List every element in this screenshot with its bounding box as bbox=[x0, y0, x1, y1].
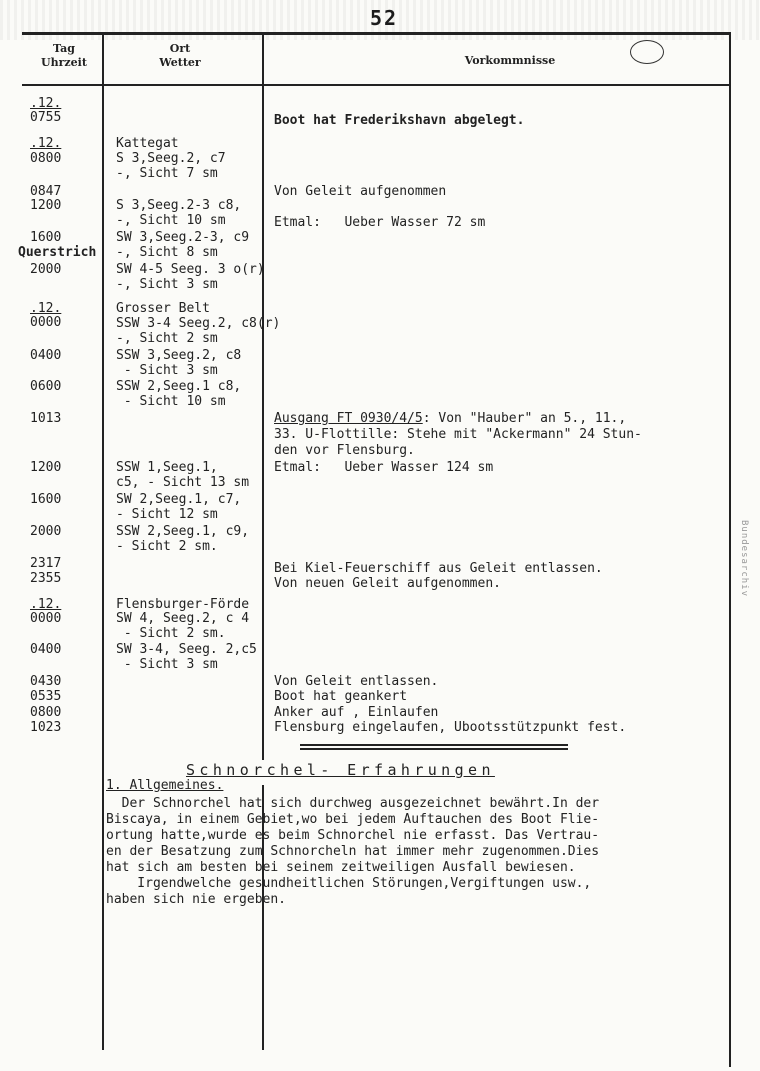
event-entry: Von neuen Geleit aufgenommen. bbox=[274, 576, 501, 591]
header-ort: Ort bbox=[169, 42, 191, 55]
header-tag: Tag bbox=[53, 42, 75, 55]
event-entry: Von Geleit aufgenommen bbox=[274, 184, 447, 199]
event-entry: Von Geleit entlassen. bbox=[274, 674, 439, 689]
time-entry: 0847 bbox=[30, 184, 62, 199]
event-entry: Anker auf , Einlaufen bbox=[274, 705, 439, 720]
date-entry: .12. bbox=[30, 301, 62, 316]
header-uhrzeit: Uhrzeit bbox=[41, 56, 87, 69]
time-entry: 2000 bbox=[30, 262, 62, 277]
weather-entry: S 3,Seeg.2-3 c8, bbox=[116, 198, 242, 213]
body-line: Biscaya, in einem Gebiet,wo bei jedem Auftauchen des Boot Flie- bbox=[106, 812, 600, 827]
weather-entry: SSW 2,Seeg.1 c8, bbox=[116, 379, 242, 394]
time-entry: 0000 bbox=[30, 315, 62, 330]
time-entry: 1013 bbox=[30, 411, 62, 426]
weather-entry: - Sicht 3 sm bbox=[116, 363, 218, 378]
weather-entry: c5, - Sicht 13 sm bbox=[116, 475, 250, 490]
time-entry: 1600 bbox=[30, 492, 62, 507]
right-border bbox=[729, 32, 731, 1067]
body-line: hat sich am besten bei seinem zeitweiligen Ausfall bewiesen. bbox=[106, 860, 576, 875]
time-entry: 1600 bbox=[30, 230, 62, 245]
time-entry: 0800 bbox=[30, 151, 62, 166]
date-entry: .12. bbox=[30, 96, 62, 111]
body-line: ortung hatte,wurde es beim Schnorchel nie erfasst. Das Vertrau- bbox=[106, 828, 600, 843]
header-events: Vorkommnisse bbox=[464, 54, 556, 67]
hand-drawn-circle-mark bbox=[630, 40, 664, 64]
event-entry: Etmal: Ueber Wasser 72 sm bbox=[274, 215, 486, 230]
time-entry: 0755 bbox=[30, 110, 62, 125]
header-wetter: Wetter bbox=[159, 56, 201, 69]
time-entry: 0000 bbox=[30, 611, 62, 626]
radio-message-ref: Ausgang FT 0930/4/5 bbox=[274, 411, 423, 426]
date-entry: .12. bbox=[30, 597, 62, 612]
time-entry: 0400 bbox=[30, 348, 62, 363]
place-entry: Flensburger-Förde bbox=[116, 597, 250, 612]
header-top-rule bbox=[22, 32, 730, 35]
weather-entry: SW 4-5 Seeg. 3 o(r) bbox=[116, 262, 265, 277]
column-divider-2 bbox=[262, 32, 264, 760]
weather-entry: SSW 1,Seeg.1, bbox=[116, 460, 218, 475]
section-title: Schnorchel- Erfahrungen bbox=[186, 761, 495, 779]
radio-message-text: : Von "Hauber" an 5., 11., bbox=[422, 411, 627, 426]
weather-entry: -, Sicht 7 sm bbox=[116, 166, 218, 181]
weather-entry: -, Sicht 3 sm bbox=[116, 277, 218, 292]
time-entry: 2355 bbox=[30, 571, 62, 586]
date-entry: .12. bbox=[30, 136, 62, 151]
time-entry: 0430 bbox=[30, 674, 62, 689]
body-line: Irgendwelche gesundheitlichen Störungen,Vergiftungen usw., bbox=[106, 876, 592, 891]
weather-entry: S 3,Seeg.2, c7 bbox=[116, 151, 226, 166]
time-entry: 1023 bbox=[30, 720, 62, 735]
event-entry: Etmal: Ueber Wasser 124 sm bbox=[274, 460, 494, 475]
section-divider-rule bbox=[300, 748, 568, 750]
column-divider-1 bbox=[102, 32, 104, 1050]
event-entry: Bei Kiel-Feuerschiff aus Geleit entlassen. bbox=[274, 561, 603, 576]
weather-entry: - Sicht 12 sm bbox=[116, 507, 218, 522]
time-entry: 2317 bbox=[30, 556, 62, 571]
page-number: 52 bbox=[370, 6, 399, 30]
weather-entry: SSW 2,Seeg.1, c9, bbox=[116, 524, 250, 539]
weather-entry: - Sicht 3 sm bbox=[116, 657, 218, 672]
weather-entry: SSW 3-4 Seeg.2, c8(r) bbox=[116, 316, 281, 331]
weather-entry: -, Sicht 2 sm bbox=[116, 331, 218, 346]
event-entry bbox=[274, 411, 626, 426]
event-entry: Boot hat geankert bbox=[274, 689, 408, 704]
time-entry: 0600 bbox=[30, 379, 62, 394]
weather-entry: -, Sicht 8 sm bbox=[116, 245, 218, 260]
subsection-heading: 1. Allgemeines. bbox=[106, 778, 224, 793]
time-entry: 0400 bbox=[30, 642, 62, 657]
header-bottom-rule bbox=[22, 84, 730, 86]
time-entry: 1200 bbox=[30, 198, 62, 213]
struck-entry: Querstrich bbox=[18, 245, 97, 260]
weather-entry: SSW 3,Seeg.2, c8 bbox=[116, 348, 242, 363]
weather-entry: SW 4, Seeg.2, c 4 bbox=[116, 611, 250, 626]
event-entry: 33. U-Flottille: Stehe mit "Ackermann" 24 Stun- bbox=[274, 427, 642, 442]
time-entry: 0535 bbox=[30, 689, 62, 704]
header-place-weather bbox=[140, 42, 220, 70]
body-line: haben sich nie ergeben. bbox=[106, 892, 287, 907]
section-divider-rule bbox=[300, 744, 568, 746]
weather-entry: - Sicht 2 sm. bbox=[116, 626, 226, 641]
event-entry: Flensburg eingelaufen, Ubootsstützpunkt fest. bbox=[274, 720, 627, 735]
place-entry: Grosser Belt bbox=[116, 301, 210, 316]
body-line: en der Besatzung zum Schnorcheln hat immer mehr zugenommen.Dies bbox=[106, 844, 600, 859]
weather-entry: SW 3-4, Seeg. 2,c5 bbox=[116, 642, 257, 657]
header-date-time bbox=[34, 42, 94, 70]
weather-entry: - Sicht 10 sm bbox=[116, 394, 226, 409]
weather-entry: - Sicht 2 sm. bbox=[116, 539, 218, 554]
event-entry: den vor Flensburg. bbox=[274, 443, 415, 458]
weather-entry: SW 2,Seeg.1, c7, bbox=[116, 492, 242, 507]
weather-entry: SW 3,Seeg.2-3, c9 bbox=[116, 230, 250, 245]
time-entry: 1200 bbox=[30, 460, 62, 475]
weather-entry: -, Sicht 10 sm bbox=[116, 213, 226, 228]
time-entry: 0800 bbox=[30, 705, 62, 720]
body-line: Der Schnorchel hat sich durchweg ausgezeichnet bewährt.In der bbox=[106, 796, 600, 811]
archive-stamp: Bundesarchiv bbox=[739, 520, 749, 598]
time-entry: 2000 bbox=[30, 524, 62, 539]
place-entry: Kattegat bbox=[116, 136, 179, 151]
event-entry: Boot hat Frederikshavn abgelegt. bbox=[274, 113, 525, 128]
